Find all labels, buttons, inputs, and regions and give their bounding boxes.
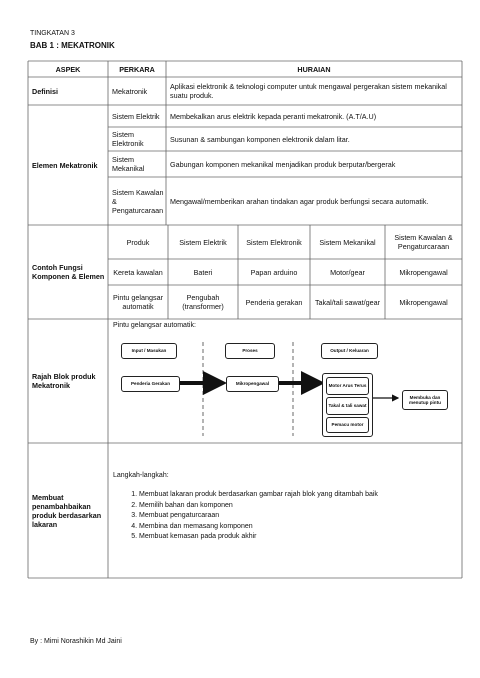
driver-box: Pemacu motor <box>326 417 369 433</box>
list-item: 2. Memilih bahan dan komponen <box>139 501 378 512</box>
contoh-row1-mekanikal: Motor/gear <box>330 267 365 277</box>
sensor-box: Penderia Gerakan <box>121 376 180 392</box>
perkara-kawalan: Sistem Kawalan & Pengaturcaraan <box>112 187 164 215</box>
aspek-membuat: Membuat penambahbaikan produk berdasarkan lakaran <box>32 492 102 529</box>
perkara-mekatronik: Mekatronik <box>112 86 148 96</box>
contoh-row2-kawalan: Mikropengawal <box>399 297 448 307</box>
contoh-header-produk: Produk <box>126 237 150 247</box>
huraian-elektrik: Membekalkan arus elektrik kepada peranti mekatronik. (A.T/A.U) <box>170 111 377 121</box>
result-box: Membuka dan menutup pintu <box>402 390 448 410</box>
form-label: TINGKATAN 3 <box>30 30 75 37</box>
contoh-row1-kawalan: Mikropengawal <box>399 267 448 277</box>
output-label-box: Output / Keluaran <box>321 343 378 359</box>
steps-intro: Langkah-langkah: <box>113 472 169 479</box>
perkara-elektronik: Sistem Elektronik <box>112 130 144 148</box>
aspek-elemen: Elemen Mekatronik <box>32 160 98 170</box>
contoh-row1-elektrik: Bateri <box>193 267 213 277</box>
huraian-elektronik: Susunan & sambungan komponen elektronik dalam litar. <box>170 134 350 144</box>
header-aspek: ASPEK <box>55 64 81 74</box>
block-diagram <box>113 330 463 438</box>
huraian-mekanikal: Gabungan komponen mekanikal menjadikan produk berputar/bergerak <box>170 159 396 169</box>
process-label-box: Proses <box>225 343 275 359</box>
controller-box: Mikropengawal <box>226 376 279 392</box>
contoh-row2-elektronik: Penderia gerakan <box>245 297 303 307</box>
rajah-caption: Pintu gelangsar automatik: <box>113 322 196 329</box>
header-perkara: PERKARA <box>119 64 155 74</box>
huraian-definisi: Aplikasi elektronik & teknologi computer untuk mengawal pergerakan sistem mekanikal suatu produk. <box>170 82 447 100</box>
chapter-title: BAB 1 : MEKATRONIK <box>30 41 115 50</box>
contoh-header-mekanikal: Sistem Mekanikal <box>319 237 376 247</box>
contoh-row2-mekanikal: Takal/tali sawat/gear <box>314 297 381 307</box>
steps-list <box>113 490 378 543</box>
contoh-row1-elektronik: Papan arduino <box>250 267 298 277</box>
contoh-header-kawalan: Sistem Kawalan & Pengaturcaraan <box>394 233 453 251</box>
input-label-box: Input / Masukan <box>121 343 177 359</box>
author-footer: By : Mimi Norashikin Md Jaini <box>30 638 122 645</box>
list-item: 5. Membuat kemasan pada produk akhir <box>139 532 378 543</box>
list-item: 1. Membuat lakaran produk berdasarkan gambar rajah blok yang ditambah baik <box>139 490 378 501</box>
contoh-row1-produk: Kereta kawalan <box>113 267 163 277</box>
contoh-row2-elektrik: Pengubah (transformer) <box>182 293 224 311</box>
aspek-definisi: Definisi <box>32 86 58 96</box>
contoh-header-elektronik: Sistem Elektronik <box>246 237 302 247</box>
contoh-header-elektrik: Sistem Elektrik <box>179 237 227 247</box>
aspek-rajah: Rajah Blok produk Mekatronik <box>32 372 96 390</box>
pulley-box: Takal & tali sawat <box>326 397 369 415</box>
aspek-contoh: Contoh Fungsi Komponen & Elemen <box>32 263 105 281</box>
header-huraian: HURAIAN <box>297 64 331 74</box>
list-item: 3. Membuat pengaturcaraan <box>139 511 378 522</box>
perkara-elektrik: Sistem Elektrik <box>112 111 160 121</box>
contoh-row2-produk: Pintu gelangsar automatik <box>113 293 163 311</box>
list-item: 4. Membina dan memasang komponen <box>139 522 378 533</box>
huraian-kawalan: Mengawal/memberikan arahan tindakan agar produk berfungsi secara automatik. <box>170 196 429 206</box>
motor-box: Motor Arus Terus <box>326 377 369 395</box>
perkara-mekanikal: Sistem Mekanikal <box>112 155 145 173</box>
